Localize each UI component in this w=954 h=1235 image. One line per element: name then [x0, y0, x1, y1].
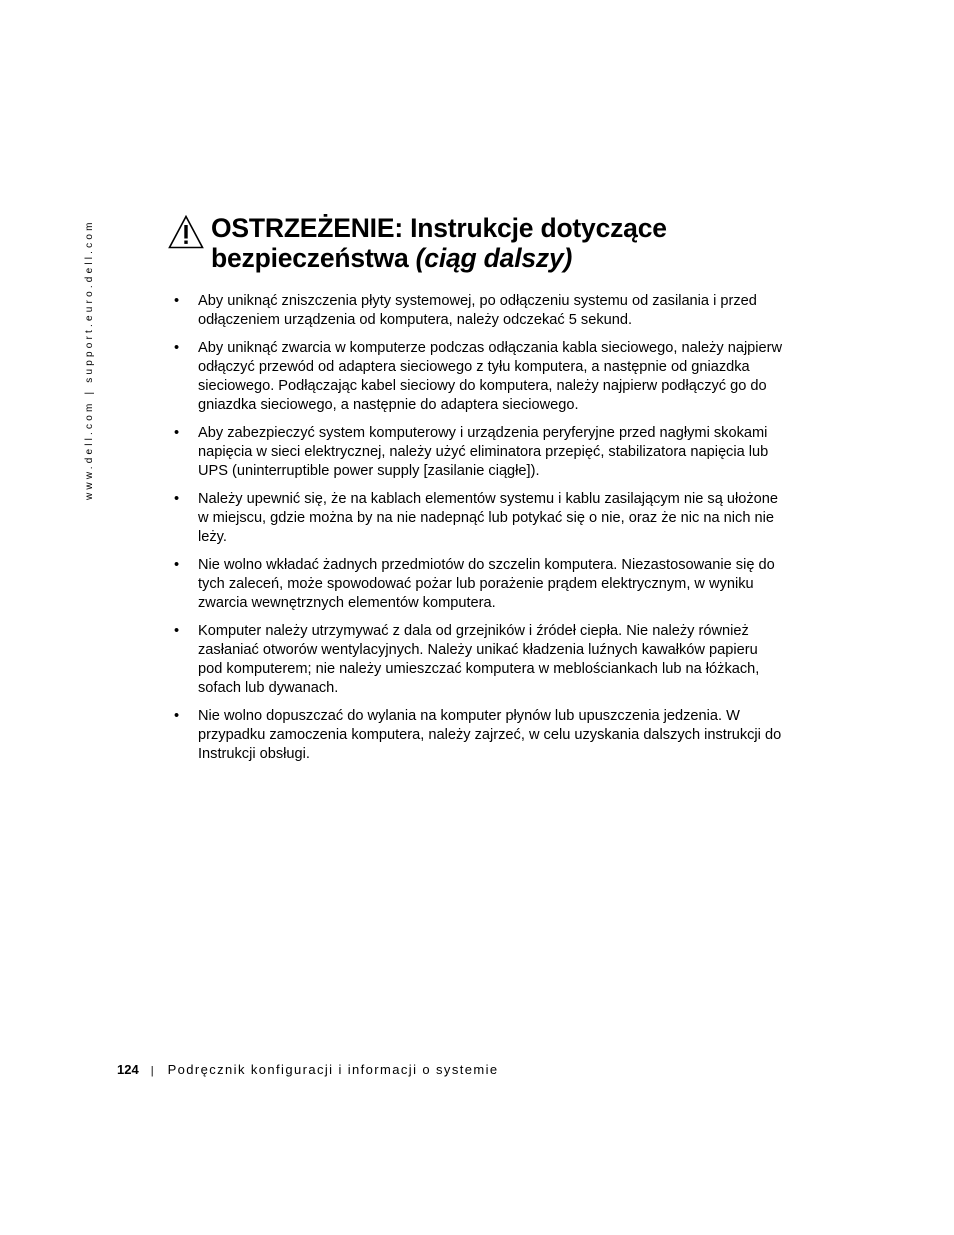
list-item-text: Aby zabezpieczyć system komputerowy i urządzenia peryferyjne przed nagłymi skokami napięcia w sieci elektrycznej, należy użyć eliminatora przepięć, stabilizatora napięcia lub UPS (uninterruptible power supply [zasilanie ciągłe]).: [198, 425, 769, 479]
list-item: [174, 339, 784, 415]
list-item-text: Aby uniknąć zwarcia w komputerze podczas odłączania kabla sieciowego, należy najpierw odłączyć przewód od adaptera sieciowego z tyłu komputera, a następnie od gniazdka sieciowego. Podłączając kabel sieciowy do komputera, należy najpierw podłączyć go do gniazdka sieciowego, a następnie do adaptera sieciowego.: [198, 340, 783, 413]
bullet-icon: •: [174, 425, 180, 441]
heading-line-2: [211, 243, 788, 273]
list-item-text: Nie wolno wkładać żadnych przedmiotów do szczelin komputera. Niezastosowanie się do tych zaleceń, może spowodować pożar lub porażenie prądem elektrycznym, w wyniku zwarcia wewnętrznych elementów komputera.: [198, 557, 775, 611]
list-item: [174, 292, 784, 330]
list-item-text: Nie wolno dopuszczać do wylania na komputer płynów lub upuszczenia jedzenia. W przypadku zamoczenia komputera, należy zajrzeć, w celu uzyskania dalszych instrukcji do Instrukcji obsługi.: [198, 708, 782, 762]
bullet-icon: •: [174, 491, 180, 507]
footer-separator: |: [150, 1065, 154, 1077]
list-item-text: Aby uniknąć zniszczenia płyty systemowej, po odłączeniu systemu od zasilania i przed odłączeniem urządzenia od komputera, należy odczekać 5 sekund.: [198, 293, 757, 328]
page-footer: [117, 1062, 499, 1077]
bullet-icon: •: [174, 293, 180, 309]
list-item: [174, 556, 784, 613]
bullet-icon: •: [174, 708, 180, 724]
list-item: [174, 490, 784, 547]
safety-instructions-list: [174, 292, 784, 773]
bullet-icon: •: [174, 557, 180, 573]
sidebar-url: www.dell.com | support.euro.dell.com: [84, 219, 95, 500]
heading-line-2-regular: bezpieczeństwa: [211, 243, 416, 273]
heading-line-2-italic: (ciąg dalszy): [415, 243, 573, 273]
bullet-icon: •: [174, 340, 180, 356]
list-item-text: Komputer należy utrzymywać z dala od grzejników i źródeł ciepła. Nie należy również zasłaniać otworów wentylacyjnych. Należy unikać kładzenia luźnych kawałków papieru pod komputerem; nie należy umieszczać komputera w meblościankach lub na łóżkach, sofach lub dywanach.: [198, 623, 760, 696]
list-item: [174, 707, 784, 764]
page-title: [168, 213, 788, 273]
section-heading: [168, 213, 788, 273]
list-item: [174, 424, 784, 481]
bullet-icon: •: [174, 623, 180, 639]
footer-document-title: Podręcznik konfiguracji i informacji o systemie: [167, 1062, 499, 1077]
warning-triangle-icon: [168, 215, 204, 249]
page-number: 124: [117, 1062, 139, 1077]
list-item-text: Należy upewnić się, że na kablach elementów systemu i kablu zasilającym nie są ułożone w miejscu, gdzie można by na nie nadepnąć lub potykać się o nie, oraz że nic na nich nie leży.: [198, 491, 778, 545]
heading-line-1: OSTRZEŻENIE: Instrukcje dotyczące: [211, 213, 667, 243]
list-item: [174, 622, 784, 698]
